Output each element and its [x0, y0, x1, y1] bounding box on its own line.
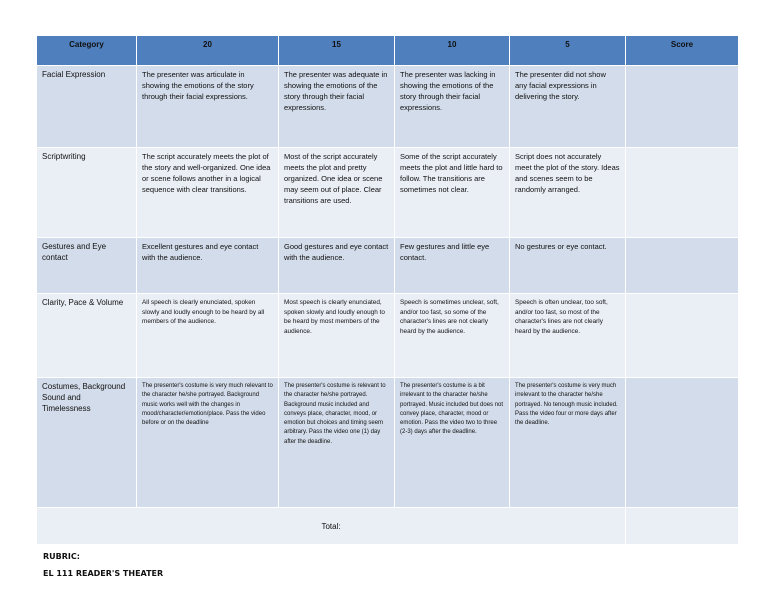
category-cell: Facial Expression	[37, 66, 137, 148]
header-category: Category	[37, 36, 137, 66]
criteria-cell-10: Few gestures and little eye contact.	[395, 238, 510, 294]
total-row	[37, 508, 739, 545]
criteria-cell-5: Speech is often unclear, too soft, and/or too fast, so most of the character's lines are not clearly heard by the audience.	[510, 294, 626, 378]
category-cell: Gestures and Eye contact	[37, 238, 137, 294]
criteria-cell-20: Excellent gestures and eye contact with the audience.	[137, 238, 279, 294]
table-row	[37, 148, 739, 238]
criteria-cell-15: The presenter was adequate in showing the emotions of the story through their facial expressions.	[279, 66, 395, 148]
criteria-cell-5: The presenter did not show any facial expressions in delivering the story.	[510, 66, 626, 148]
course-caption: EL 111 READER'S THEATER	[43, 569, 164, 578]
criteria-cell-10: The presenter's costume is a bit irrelevant to the character he/she portrayed. Music included but does not convey place, character, mood or emotion. Pass the video two to three (2-3) days after the deadline.	[395, 378, 510, 508]
score-cell[interactable]	[626, 66, 739, 148]
criteria-cell-5: The presenter's costume is very much irrelevant to the character he/she portrayed. No tenough music included. Pass the video four or more days after the deadline.	[510, 378, 626, 508]
header-5: 5	[510, 36, 626, 66]
rubric-caption: RUBRIC:	[43, 552, 80, 561]
header-10: 10	[395, 36, 510, 66]
table-row	[37, 294, 739, 378]
score-cell[interactable]	[626, 294, 739, 378]
criteria-cell-10: Some of the script accurately meets the plot and little hard to follow. The transitions are sometimes not clear.	[395, 148, 510, 238]
criteria-cell-20: The presenter was articulate in showing the emotions of the story through their facial expressions.	[137, 66, 279, 148]
criteria-cell-5: No gestures or eye contact.	[510, 238, 626, 294]
category-cell: Scriptwriting	[37, 148, 137, 238]
score-cell[interactable]	[626, 378, 739, 508]
header-score: Score	[626, 36, 739, 66]
criteria-cell-10: The presenter was lacking in showing the emotions of the story through their facial expressions.	[395, 66, 510, 148]
header-15: 15	[279, 36, 395, 66]
table-row	[37, 238, 739, 294]
criteria-cell-15: Most of the script accurately meets the plot and pretty organized. One idea or scene may seem out of place. Clear transitions are used.	[279, 148, 395, 238]
category-cell: Costumes, Background Sound and Timelessness	[37, 378, 137, 508]
score-cell[interactable]	[626, 148, 739, 238]
total-score-cell[interactable]	[626, 508, 739, 545]
criteria-cell-10: Speech is sometimes unclear, soft, and/or too fast, so some of the character's lines are not clearly heard by the audience.	[395, 294, 510, 378]
table-header-row	[37, 36, 739, 66]
criteria-cell-5: Script does not accurately meet the plot of the story. Ideas and scenes seem to be randomly arranged.	[510, 148, 626, 238]
total-label: Total:	[37, 508, 626, 545]
score-cell[interactable]	[626, 238, 739, 294]
criteria-cell-20: The script accurately meets the plot of the story and well-organized. One idea or scene follows another in a logical sequence with clear transitions.	[137, 148, 279, 238]
header-20: 20	[137, 36, 279, 66]
rubric-table	[36, 35, 739, 545]
criteria-cell-20: The presenter's costume is very much relevant to the character he/she portrayed. Background music works well with the changes in mood/character/emotion/place. Pass the video before or on the deadline	[137, 378, 279, 508]
criteria-cell-15: Most speech is clearly enunciated, spoken slowly and loudly enough to be heard by most members of the audience.	[279, 294, 395, 378]
criteria-cell-15: The presenter's costume is relevant to the character he/she portrayed. Background music included and conveys place, character, mood, or emotion but choices and timing seem arbitrary. Pass the video one (1) day after the deadline.	[279, 378, 395, 508]
criteria-cell-15: Good gestures and eye contact with the audience.	[279, 238, 395, 294]
criteria-cell-20: All speech is clearly enunciated, spoken slowly and loudly enough to be heard by all members of the audience.	[137, 294, 279, 378]
category-cell: Clarity, Pace & Volume	[37, 294, 137, 378]
table-row	[37, 378, 739, 508]
table-row	[37, 66, 739, 148]
